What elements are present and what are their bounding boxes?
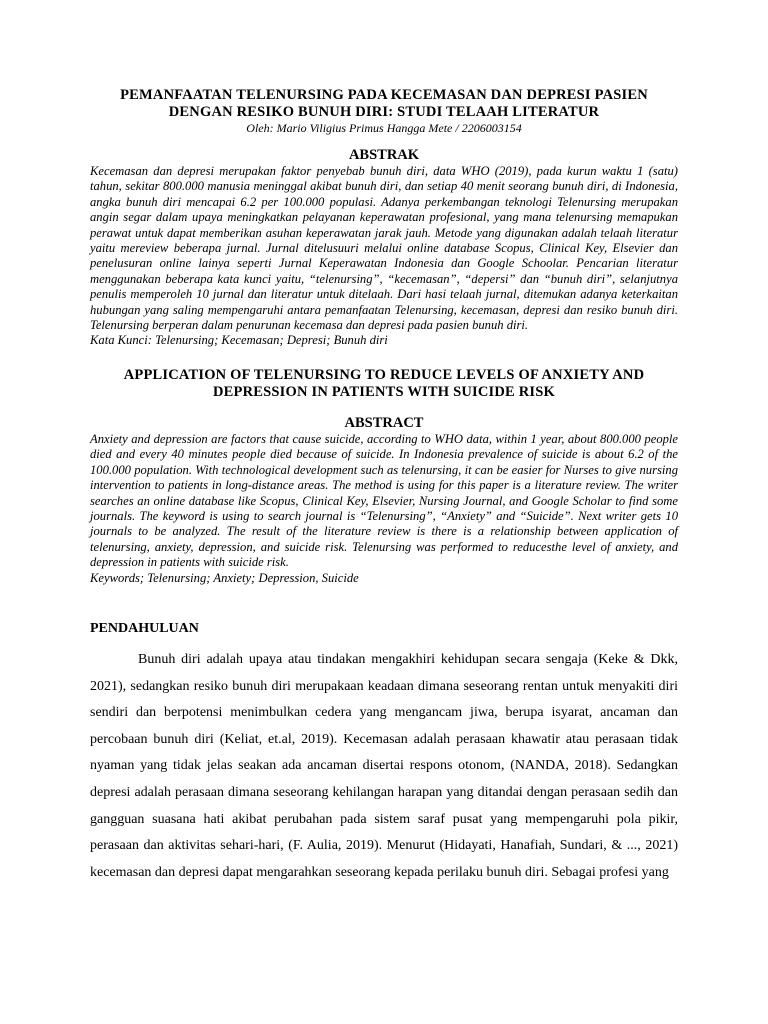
title-line: APPLICATION OF TELENURSING TO REDUCE LEVELS OF ANXIETY AND xyxy=(123,366,645,383)
author-line: Oleh: Mario Viligius Primus Hangga Mete / 2206003154 xyxy=(246,121,522,135)
title-line: DEPRESSION IN PATIENTS WITH SUICIDE RISK xyxy=(213,383,555,400)
title-line: DENGAN RESIKO BUNUH DIRI: STUDI TELAAH LITERATUR xyxy=(168,104,600,120)
abstract-text: Anxiety and depression are factors that cause suicide, according to WHO data, within 1 year, about 800.000 people died and every 40 minutes people died because of suicide. In Indonesia prevalence of suicide is about 6.2 of the 100.000 population. With technological development such as telenursing, it can be easier for Nurses to give nursing intervention to patients in long-distance areas. The method is using for this paper is a literature review. The writer searches an online database like Scopus, Clinical Key, Elsevier, Nursing Journal, and Google Scholar to find some journals. The keyword is using to search journal is “Telenursing”, “Anxiety” and “Suicide”. Next writer gets 10 journals to be analyzed. The result of the literature review is there is a relationship between application of telenursing, anxiety, depression, and suicide risk. Telenursing was performed to reducesthe level of anxiety, and depression in patients with suicide risk. xyxy=(90,431,678,570)
pendahuluan-heading: PENDAHULUAN xyxy=(90,620,199,636)
abstract-heading: ABSTRACT xyxy=(344,414,424,431)
keywords: Keywords; Telenursing; Anxiety; Depression, Suicide xyxy=(90,570,359,585)
pendahuluan-paragraph: Bunuh diri adalah upaya atau tindakan mengakhiri kehidupan secara sengaja (Keke & Dkk, 2021), sedangkan resiko bunuh diri merupakaan keadaan dimana seseorang rentan untuk menyakiti diri sendiri dan berpotensi menimbulkan cedera yang mengancam jiwa, berupa isyarat, ancaman dan percobaan bunuh diri (Keliat, et.al, 2019). Kecemasan adalah perasaan khawatir atau perasaan tidak nyaman yang tidak jelas seakan ada ancaman disertai respons otonom, (NANDA, 2018). Sedangkan depresi adalah perasaan dimana seseorang kehilangan harapan yang ditandai dengan perasaan sedih dan gangguan suasana hati akibat perubahan pada sistem saraf pusat yang mempengaruhi pola pikir, perasaan dan aktivitas sehari-hari, (F. Aulia, 2019). Menurut (Hidayati, Hanafiah, Sundari, & ..., 2021) kecemasan dan depresi dapat mengarahkan seseorang kepada perilaku bunuh diri. Sebagai profesi yang xyxy=(90,651,678,880)
indonesian-title xyxy=(90,87,678,121)
abstrak-heading: ABSTRAK xyxy=(348,147,420,163)
abstrak-text: Kecemasan dan depresi merupakan faktor penyebab bunuh diri, data WHO (2019), pada kurun waktu 1 (satu) tahun, sekitar 800.000 manusia meninggal akibat bunuh diri, dan setiap 40 menit seorang bunuh diri, di Indonesia, angka bunuh diri mencapai 6.2 per 100.000 populasi. Adanya perkembangan teknologi Telenursing merupakan angin segar dalam upaya meningkatkan pelayanan keperawatan profesional, yang mana telenursing memapukan perawat untuk dapat memberikan asuhan keperawatan jarak jauh. Metode yang digunakan adalah telaah literatur yaitu mereview beberapa jurnal. Jurnal ditelusuuri melalui online database Scopus, Clinical Key, Elsevier dan penelusuran online lainya seperti Jurnal Keperawatan Indonesia dan Google Schoolar. Pencarian literatur menggunakan beberapa kata kunci yaitu, “telenursing”, “kecemasan”, “depersi” dan “bunuh diri”, selanjutnya penulis memperoleh 10 jurnal dan literatur untuk ditelaah. Dari hasi telaah jurnal, ditemukan adanya keterkaitan hubungan yang saling mempengaruhi antara pemanfaatan Telenursing, kecemasan, depresi dan resiko bunuh diri. Telenursing berperan dalam penurunan kecemasa dan depresi pada pasien bunuh diri. xyxy=(90,164,678,333)
english-title xyxy=(90,367,678,401)
title-line: PEMANFAATAN TELENURSING PADA KECEMASAN DAN DEPRESI PASIEN xyxy=(120,87,648,103)
kata-kunci: Kata Kunci: Telenursing; Kecemasan; Depresi; Bunuh diri xyxy=(90,333,388,348)
